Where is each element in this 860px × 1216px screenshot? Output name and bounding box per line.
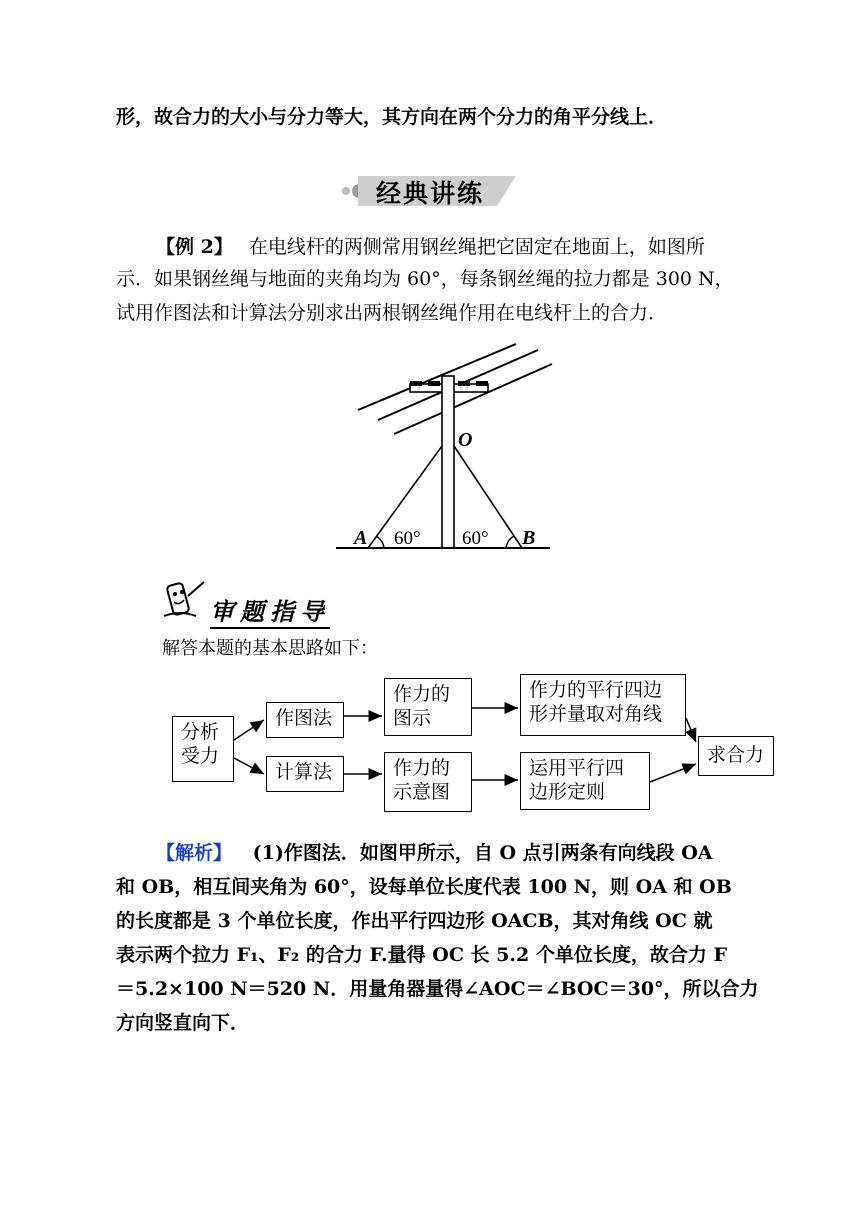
angle-arc-a xyxy=(376,536,384,548)
section-heading xyxy=(340,170,530,210)
example-label: 【例 2】 xyxy=(156,236,233,258)
pole-figure xyxy=(330,342,560,556)
flow-step-1a-line-1: 作力的 xyxy=(393,683,451,705)
example-line-2: 示．如果钢丝绳与地面的夹角均为 60°，每条钢丝绳的拉力都是 300 N， xyxy=(116,268,734,290)
example-text-1: 在电线杆的两侧常用钢丝绳把它固定在地面上，如图所 xyxy=(248,236,705,258)
solution-line-6: 方向竖直向下． xyxy=(116,1012,250,1034)
pencil-mascot-icon xyxy=(160,576,210,622)
flow-step-2b-line-1: 运用平行四 xyxy=(529,757,625,779)
solution-line-2: 和 OB，相互间夹角为 60°，设每单位长度代表 100 N，则 OA 和 OB xyxy=(116,876,732,898)
flow-start-box xyxy=(172,716,234,782)
flow-step-1b-box xyxy=(520,674,686,736)
wire-line xyxy=(358,344,516,410)
arrow-step1b-to-end xyxy=(686,718,696,742)
guide-title xyxy=(210,592,330,627)
flow-method-1-box: 作图法 xyxy=(266,702,344,738)
flow-method-2-box: 计算法 xyxy=(266,756,344,792)
flow-step-1b-line-1: 作力的平行四边 xyxy=(529,679,663,701)
guide-underline xyxy=(210,627,330,629)
arrow-start-to-method2 xyxy=(234,758,264,774)
solution-line-1 xyxy=(156,838,713,865)
flow-step-2a-box xyxy=(384,752,472,812)
insulator xyxy=(428,381,440,386)
solution-line-3: 的长度都是 3 个单位长度，作出平行四边形 OACB，其对角线 OC 就 xyxy=(116,910,713,932)
insulator xyxy=(476,381,488,386)
section-title: 经典讲练 xyxy=(376,179,485,208)
flow-step-1a-box xyxy=(384,678,472,736)
flow-step-2a-line-1: 作力的 xyxy=(393,757,451,779)
pole xyxy=(442,376,454,548)
flow-step-1b-line-2: 形并量取对角线 xyxy=(529,703,663,725)
example-line-1 xyxy=(156,232,705,259)
flow-step-2b-line-2: 边形定则 xyxy=(529,781,606,803)
solution-label: 【解析】 xyxy=(156,842,233,864)
label-a: A xyxy=(354,527,368,549)
flow-end-box: 求合力 xyxy=(698,736,774,776)
guide-intro: 解答本题的基本思路如下： xyxy=(162,638,378,659)
flow-step-2a-line-2: 示意图 xyxy=(393,781,451,803)
solution-text-1: (1)作图法．如图甲所示，自 O 点引两条有向线段 OA xyxy=(252,842,713,864)
insulator xyxy=(410,381,422,386)
flow-step-1a-line-2: 图示 xyxy=(393,707,432,729)
label-o: O xyxy=(458,429,473,451)
flow-start-line-2: 受力 xyxy=(181,745,220,767)
arrow-start-to-method1 xyxy=(234,720,264,740)
solution-line-4: 表示两个拉力 F₁、F₂ 的合力 F.量得 OC 长 5.2 个单位长度，故合力 F xyxy=(116,944,727,966)
example-line-3: 试用作图法和计算法分别求出两根钢丝绳作用在电线杆上的合力． xyxy=(116,302,668,324)
arrow-step2b-to-end xyxy=(650,764,696,782)
flow-step-2b-box xyxy=(520,752,650,810)
label-b: B xyxy=(522,527,536,549)
insulator xyxy=(458,381,470,386)
solution-line-5: ＝5.2×100 N＝520 N．用量角器量得∠AOC＝∠BOC＝30°，所以合力 xyxy=(116,978,759,1000)
bullet-dot-icon xyxy=(342,187,350,195)
guide-title-text: 审题指导 xyxy=(210,598,330,626)
angle-label-left: 60° xyxy=(394,528,421,549)
top-text: 形，故合力的大小与分力等大，其方向在两个分力的角平分线上． xyxy=(116,106,668,128)
flow-start-line-1: 分析 xyxy=(181,721,220,743)
angle-label-right: 60° xyxy=(462,528,489,549)
wire-line xyxy=(394,364,552,434)
angle-arc-b xyxy=(506,536,514,548)
